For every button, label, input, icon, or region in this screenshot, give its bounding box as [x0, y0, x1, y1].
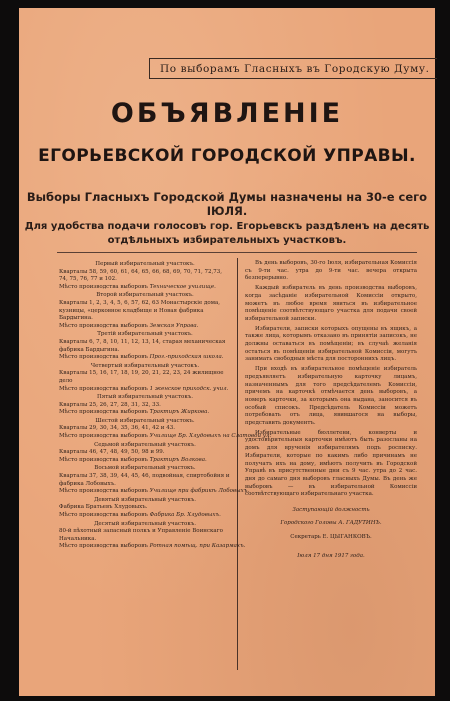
district-name: Восьмой избирательный участокъ.: [94, 465, 196, 472]
district-quarters: Кварталы 25, 26, 27, 28, 31, 32, 33.: [59, 401, 161, 408]
page-subtitle: ЕГОРЬЕВСКОЙ ГОРОДСКОЙ УПРАВЫ.: [38, 146, 416, 166]
column-divider: [237, 258, 238, 670]
signature-secretary: Секретарь Е. ЦЫГАНКОВЪ.: [290, 533, 372, 540]
district-quarters: 80-й пѣхотный запасный полкъ и Управленіе Воинскаго Начальника.: [59, 528, 223, 542]
district-quarters: Кварталы 58, 59, 60, 61, 64, 65, 66, 68, 69, 70, 71, 72,73, 74, 75, 76, 77 и 102.: [59, 268, 223, 283]
district-place: [59, 386, 231, 394]
place-name: Ротная помѣщ. при Казармахъ.: [149, 543, 246, 550]
place-label: Мѣсто производства выборовъ: [59, 283, 148, 290]
district-block: [59, 394, 231, 417]
election-date-line: Выборы Гласныхъ Городской Думы назначены на 30-е сего ІЮЛЯ.: [26, 190, 428, 218]
district-name: Седьмой избирательный участокъ.: [94, 441, 196, 448]
district-quarters: Кварталы 6, 7, 8, 10, 11, 12, 13, 14, старая механическая фабрика Бардыгина.: [59, 338, 226, 353]
place-name: Техническое училище.: [149, 283, 216, 290]
place-label: Мѣсто производства выборовъ: [59, 354, 148, 361]
district-block: [59, 261, 231, 291]
district-name: Десятый избирательный участокъ.: [93, 520, 197, 527]
district-quarters: Кварталы 29, 30, 34, 35, 36, 41, 42 и 43.: [59, 425, 175, 432]
district-place: [59, 323, 231, 331]
signature-title: Заступающій должность: [292, 507, 370, 514]
place-label: Мѣсто производства выборовъ: [59, 409, 148, 416]
district-name: Третій избирательный участокъ.: [97, 331, 193, 338]
district-block: [59, 363, 231, 393]
rules-column: [245, 260, 417, 561]
district-place: [59, 543, 246, 551]
districts-column: [59, 260, 272, 552]
district-place: [59, 512, 231, 520]
rules-paragraph: Избирательные бюллетени, конверты и удостовѣрительныя карточки имѣютъ быть разосланы на домъ для врученія избирателямъ подъ росписку. Избиратели, которые по какимъ либо причинамъ не получатъ ихъ на дому, имѣютъ получить въ Городской Управѣ въ присутственные дни съ 9 час. утра до 2 час. дня до самаго дня выборовъ гласныхъ Думы. Въ день же выборовъ — въ избирательной Комиссіи соотвѣтствующаго избирательнаго участка.: [245, 429, 417, 498]
place-name: Прог.-приходская школа.: [149, 354, 224, 361]
district-block: [59, 331, 231, 361]
place-label: Мѣсто производства выборовъ: [59, 456, 148, 463]
district-intro: [19, 220, 435, 248]
district-name: Первый избирательный участокъ.: [95, 261, 195, 267]
district-quarters: Кварталы 37, 38, 39, 44, 45, 46, подвойная, спиртобойня и фабрика Лобовыхъ.: [59, 473, 230, 487]
poster-sheet: [19, 8, 435, 696]
district-block: [59, 497, 231, 520]
rules-paragraph: Каждый избиратель въ день производства выборовъ, когда засѣданіе избирательной Комиссіи открыто, можетъ въ любое время явиться въ избирательное помѣщеніе соотвѣтствующаго участка для подачи своей избирательной записки.: [245, 285, 417, 322]
district-intro-line-1: Для удобства подачи голосовъ гор. Егорьевскъ раздѣленъ на десять: [24, 221, 430, 232]
district-quarters: Кварталы 46, 47, 48, 49, 50, 98 и 99.: [59, 449, 165, 456]
district-quarters: Кварталы 1, 2, 3, 4, 5, 6, 57, 62, 63 Монастырскіе дома, кузницы, «церковное кладбище и Новая фабрика Бардыгина.: [59, 299, 220, 322]
district-name: Второй избирательный участокъ.: [96, 292, 194, 299]
issue-date: Іюля 17 дня 1917 года.: [297, 553, 365, 560]
district-place: [59, 457, 231, 465]
place-label: Мѣсто производства выборовъ: [59, 385, 148, 392]
signature-mayor: Городского Головы А. ГАДУТИНЪ.: [280, 519, 382, 526]
district-place: [59, 354, 231, 362]
place-name: Фабрика Бр. Хлудовыхъ.: [149, 512, 221, 518]
district-block: [59, 520, 246, 551]
top-rule: [57, 252, 417, 253]
district-block: [59, 465, 250, 495]
district-place: [59, 284, 231, 292]
district-name: Четвертый избирательный участокъ.: [90, 362, 200, 369]
place-name: Земская Управа.: [149, 322, 199, 329]
district-name: Девятый избирательный участокъ.: [93, 496, 197, 503]
place-name: 1 женское приходск. учил.: [149, 385, 229, 392]
place-name: Училище при фабрикѣ Лобовыхъ.: [149, 488, 250, 495]
place-name: Училище Бр. Хлудовыхъ на Слатовой ул.: [149, 433, 272, 440]
page-title: ОБЪЯВЛЕНІЕ: [110, 98, 344, 129]
district-place: [59, 488, 250, 496]
district-intro-line-2: отдѣльныхъ избирательныхъ участковъ.: [107, 235, 347, 246]
district-place: [59, 433, 272, 441]
header-banner: По выборамъ Гласныхъ въ Городскую Думу.: [149, 58, 437, 79]
district-block: [59, 442, 231, 465]
rules-paragraph: Въ день выборовъ, 30-го Іюля, избирательная Комиссія съ 9-ти час. утра до 9-ти час. вечера открыта безперерывно.: [245, 260, 417, 282]
place-label: Мѣсто производства выборовъ: [59, 512, 148, 518]
district-name: Шестой избирательный участокъ.: [95, 417, 195, 424]
district-name: Пятый избирательный участокъ.: [96, 394, 194, 401]
place-label: Мѣсто производства выборовъ: [59, 543, 148, 550]
district-block: [59, 417, 272, 441]
rules-paragraph: Избиратели, записки которыхъ опущены въ ящикъ, а также лица, которымъ отказано въ принятіи записокъ, не должны оставаться въ помѣщеніи; въ случаѣ желанія остаться въ помѣщеніи избирательной Комиссіи, могутъ занимать свободныя мѣста для постороннихъ лицъ.: [245, 325, 417, 363]
place-label: Мѣсто производства выборовъ: [59, 488, 148, 495]
rules-paragraph: При входѣ въ избирательное помѣщеніе избиратель предъявляетъ избирательную карточку лицамъ, назначеннымъ для того предсѣдателемъ Комиссіи, причемъ на карточкѣ отмѣчается день выборовъ, а номеръ карточки, за которымъ она выдана, заносится въ особый списокъ. Предсѣдатель Комиссіи можетъ потребовать отъ лица, явившагося на выборы, представить документъ.: [245, 366, 417, 427]
district-quarters: Кварталы 15, 16, 17, 18, 19, 20, 21, 22, 23, 24 жилищное дело: [59, 370, 224, 384]
district-place: [59, 409, 231, 417]
place-name: Трактиръ Волкова.: [149, 456, 207, 463]
place-name: Трактиръ Жиркова.: [149, 409, 210, 416]
district-block: [59, 292, 231, 330]
place-label: Мѣсто производства выборовъ: [59, 433, 148, 440]
district-quarters: Фабрика Братьевъ Хлудовыхъ.: [59, 504, 148, 511]
place-label: Мѣсто производства выборовъ: [59, 322, 148, 329]
